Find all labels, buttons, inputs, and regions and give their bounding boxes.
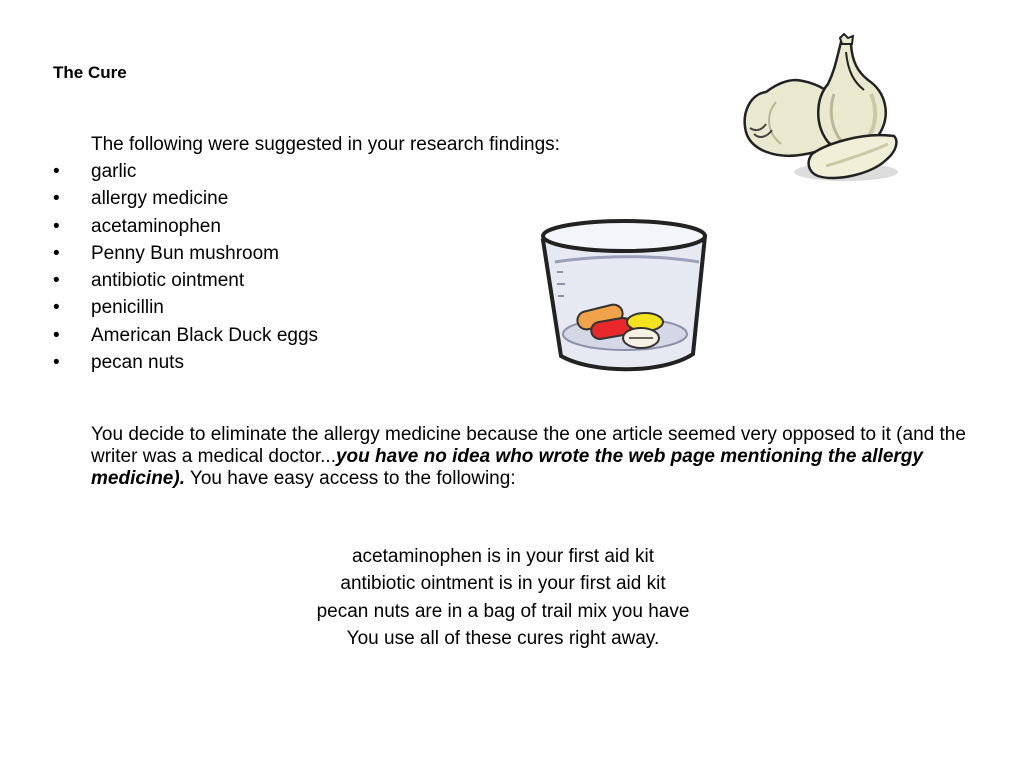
finding-acetaminophen: acetaminophen — [91, 215, 221, 237]
findings-list — [53, 160, 318, 378]
list-item — [53, 269, 318, 296]
bullet-icon: • — [53, 352, 60, 374]
decision-emphasis: you have no idea who wrote the web page mentioning the allergy medicine). — [91, 446, 923, 489]
finding-duck-eggs: American Black Duck eggs — [91, 324, 319, 346]
finding-penny-bun-mushroom: Penny Bun mushroom — [91, 242, 279, 264]
list-item — [53, 324, 318, 351]
decision-text-end: You have easy access to the following: — [184, 468, 516, 489]
list-item — [53, 351, 318, 378]
decision-text: You decide to eliminate the allergy medicine because the one article seemed very opposed to it (and the writer was a medical doctor... — [91, 424, 966, 467]
bullet-icon: • — [53, 270, 60, 292]
list-item — [53, 242, 318, 269]
access-line: antibiotic ointment is in your first aid kit — [340, 573, 666, 595]
bullet-icon: • — [53, 188, 60, 210]
bullet-icon: • — [53, 324, 60, 346]
finding-penicillin: penicillin — [91, 297, 164, 319]
garlic-icon — [736, 32, 906, 190]
access-list — [0, 543, 1006, 652]
list-item — [53, 187, 318, 214]
bullet-icon: • — [53, 215, 60, 237]
access-line: pecan nuts are in a bag of trail mix you have — [316, 600, 690, 622]
access-line: You use all of these cures right away. — [346, 627, 660, 649]
finding-pecan-nuts: pecan nuts — [91, 352, 184, 374]
bullet-icon: • — [53, 297, 60, 319]
list-item — [53, 296, 318, 323]
list-item — [53, 160, 318, 187]
decision-paragraph — [91, 424, 971, 490]
bullet-icon: • — [53, 242, 60, 264]
slide-title: The Cure — [53, 63, 127, 82]
finding-allergy-medicine: allergy medicine — [91, 188, 229, 210]
list-item — [53, 215, 318, 242]
bullet-icon: • — [53, 161, 60, 182]
finding-garlic: garlic — [91, 161, 137, 182]
finding-antibiotic-ointment: antibiotic ointment — [91, 270, 245, 292]
access-line: acetaminophen is in your first aid kit — [351, 546, 655, 567]
pill-cup-icon — [533, 212, 713, 377]
intro-text: The following were suggested in your research findings: — [91, 134, 560, 155]
